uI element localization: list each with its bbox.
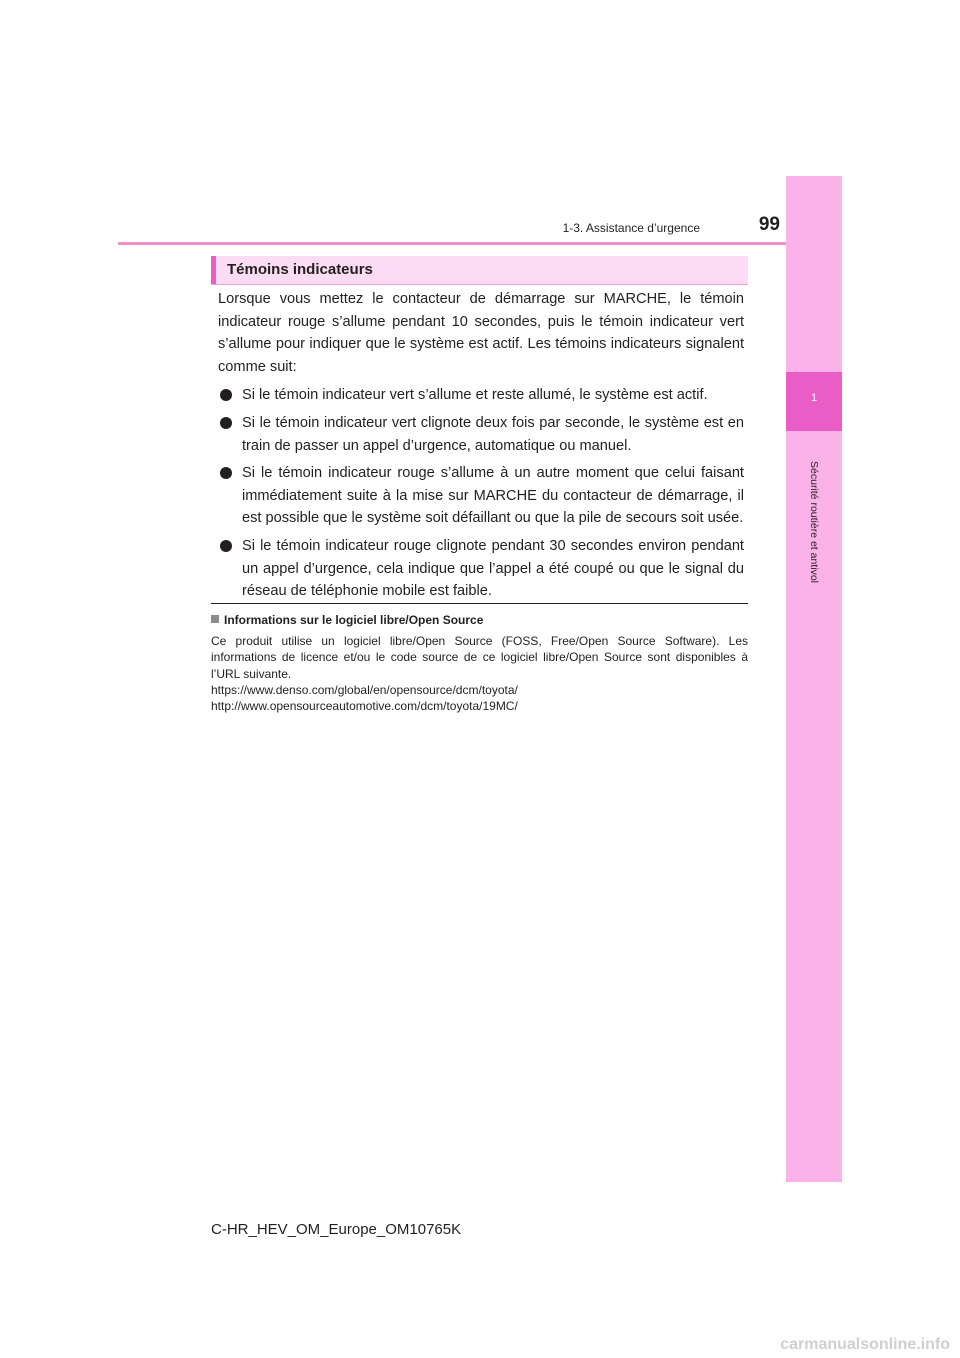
- info-paragraph: Ce produit utilise un logiciel libre/Open Source (FOSS, Free/Open Source Software). Les informations de licence et/ou le code source de ce logiciel libre/Open Source sont disponibles à l’URL suivante.: [211, 634, 748, 681]
- section-title-box: [211, 256, 748, 285]
- section-title: Témoins indicateurs: [227, 261, 373, 278]
- chapter-number: 1: [810, 392, 818, 404]
- bullet-icon: [220, 389, 232, 401]
- bullet-item: [218, 462, 744, 530]
- info-heading-text: Informations sur le logiciel libre/Open Source: [224, 613, 484, 627]
- chapter-title-text: Sécurité routière et antivol: [808, 461, 821, 583]
- bullet-text: Si le témoin indicateur vert s’allume et reste allumé, le système est actif.: [242, 387, 708, 404]
- document-id: C-HR_HEV_OM_Europe_OM10765K: [211, 1221, 462, 1238]
- page-number: 99: [758, 214, 780, 235]
- intro-paragraph: Lorsque vous mettez le contacteur de démarrage sur MARCHE, le témoin indicateur rouge s’allume pendant 10 secondes, puis le témoin indicateur vert s’allume pour indiquer que le système est actif. Les témoins indicateurs signalent comme suit:: [218, 291, 744, 375]
- bullet-text: Si le témoin indicateur rouge s’allume à un autre moment que celui faisant immédiatement suite à la mise sur MARCHE du contacteur de démarrage, il est possible que le système soit défaillant ou que la pile de secours soit usée.: [242, 465, 744, 527]
- bullet-item: [218, 384, 744, 407]
- bullet-item: [218, 535, 744, 603]
- bullet-icon: [220, 417, 232, 429]
- info-heading: [211, 611, 748, 629]
- info-block: [211, 611, 748, 714]
- bullet-icon: [220, 467, 232, 479]
- section-content: [218, 288, 744, 608]
- section-divider: [211, 603, 748, 604]
- info-body: [211, 633, 748, 714]
- title-accent-bar: [211, 256, 216, 284]
- bullet-text: Si le témoin indicateur vert clignote deux fois par seconde, le système est en train de passer un appel d’urgence, automatique ou manuel.: [242, 414, 744, 454]
- chapter-title: [786, 442, 842, 602]
- square-bullet-icon: [211, 615, 219, 623]
- chapter-side-tab: [786, 176, 842, 1182]
- source-url-link[interactable]: http://www.opensourceautomotive.com/dcm/toyota/19MC/: [211, 699, 518, 714]
- header-rule: [118, 242, 841, 245]
- section-path: 1-3. Assistance d’urgence: [562, 221, 700, 235]
- watermark: carmanualsonline.info: [780, 1336, 950, 1353]
- license-url-link[interactable]: https://www.denso.com/global/en/opensource/dcm/toyota/: [211, 682, 518, 697]
- bullet-item: [218, 412, 744, 457]
- bullet-icon: [220, 540, 232, 552]
- bullet-text: Si le témoin indicateur rouge clignote pendant 30 secondes environ pendant un appel d’urgence, cela indique que l’appel a été coupé ou que le signal du réseau de téléphonie mobile est faible.: [242, 537, 744, 600]
